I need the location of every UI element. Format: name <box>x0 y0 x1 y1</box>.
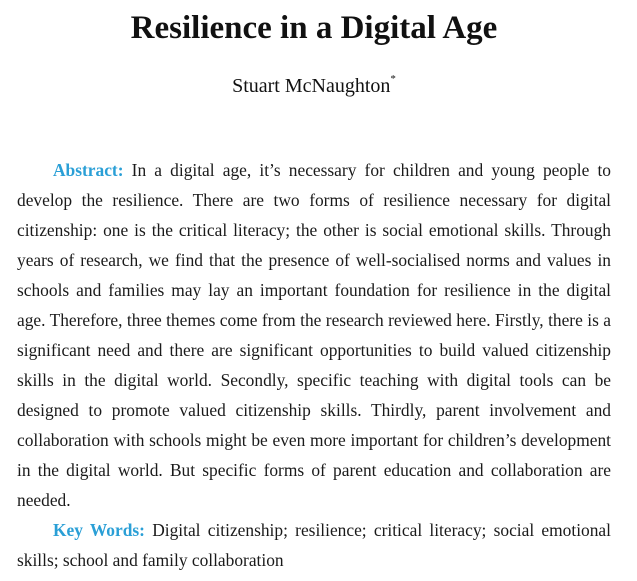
paper-title: Resilience in a Digital Age <box>130 10 498 46</box>
author-footnote-mark: * <box>390 73 396 86</box>
author-name: Stuart McNaughton <box>232 75 391 97</box>
author-line <box>0 73 628 99</box>
keywords-label: Key Words: <box>53 520 145 540</box>
abstract-text: In a digital age, it’s necessary for children and young people to develop the resilience. There are two forms of resilience necessary for digital citizenship: one is the critical literacy; the other is social emotional skills. Through years of research, we find that the presence of well-socialised norms and values in schools and families may lay an important foundation for resilience in the digital age. Therefore, three themes come from the research reviewed here. Firstly, there is a significant need and there are significant opportunities to build valued citizenship skills in the digital world. Secondly, specific teaching with digital tools can be designed to promote valued citizenship skills. Thirdly, parent involvement and collaboration with schools might be even more important for children’s development in the digital world. But specific forms of parent education and collaboration are needed. <box>17 160 611 510</box>
keywords-text: Digital citizenship; resilience; critical literacy; social emotional skills; school and family collaboration <box>17 520 611 570</box>
abstract-paragraph <box>17 155 611 515</box>
keywords-paragraph <box>17 515 611 575</box>
abstract-label: Abstract: <box>53 160 124 180</box>
